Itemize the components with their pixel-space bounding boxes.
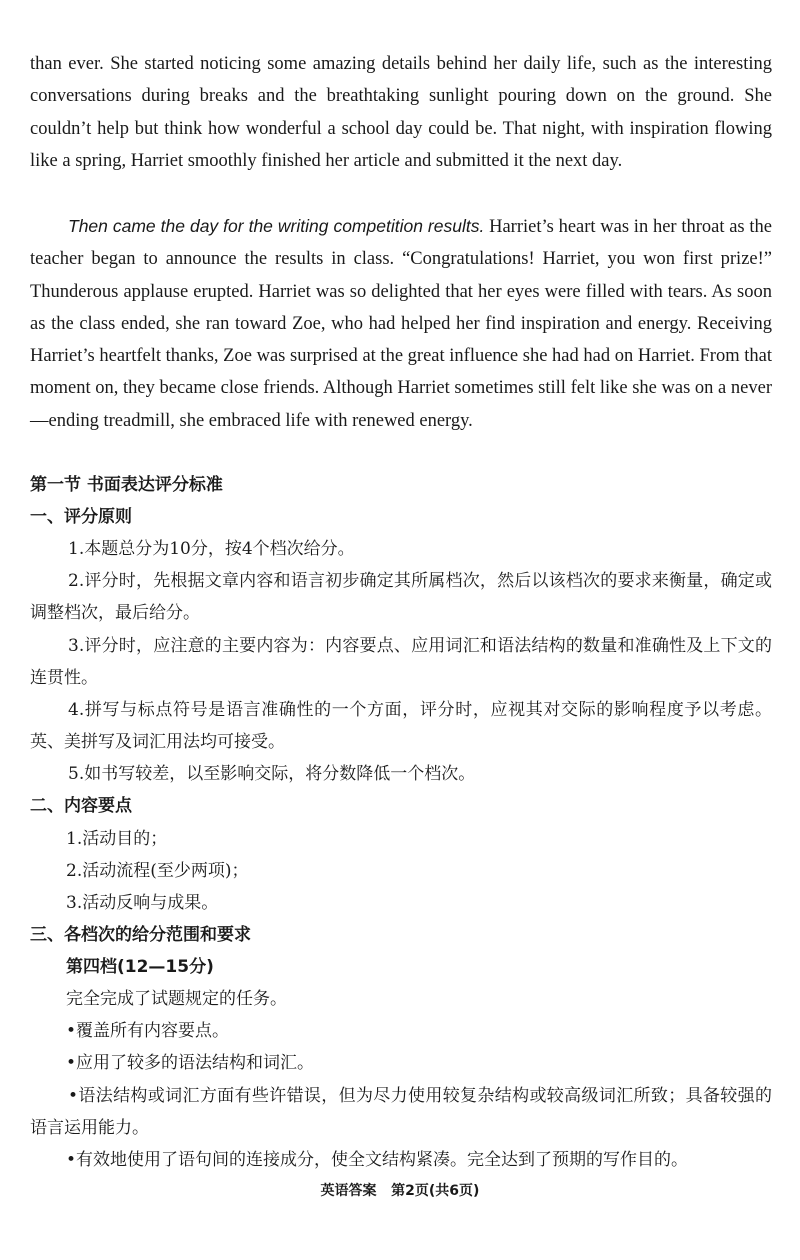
story-paragraph-1: than ever. She started noticing some amazing details behind her daily life, such as the interesting conversations during breaks and the breathtaking sunlight pouring down on the ground. She couldn’t help but think how wonderful a school day could be. That night, with inspiration flowing like a spring, Harriet smoothly finished her article and submitted it the next day. bbox=[30, 54, 772, 171]
principle-item: 1.本题总分为10分，按4个档次给分。 bbox=[68, 539, 355, 559]
content-points-list bbox=[30, 823, 772, 920]
level4-item: •有效地使用了语句间的连接成分，使全文结构紧凑。完全达到了预期的写作目的。 bbox=[66, 1150, 689, 1171]
principle-item: 3.评分时，应注意的主要内容为：内容要点、应用词汇和语法结构的数量和准确性及上下文的连贯性。 bbox=[30, 635, 772, 688]
level4-list bbox=[30, 983, 772, 1176]
content-point-item: 2.活动流程(至少两项)； bbox=[66, 861, 249, 882]
principle-item: 2.评分时，先根据文章内容和语言初步确定其所属档次，然后以该档次的要求来衡量，确定或调整档次，最后给分。 bbox=[30, 571, 772, 624]
level4-item: •应用了较多的语法结构和词汇。 bbox=[66, 1053, 315, 1074]
principles-list bbox=[30, 533, 772, 791]
level4-title: 第四档(12—15分) bbox=[66, 957, 214, 977]
grades-heading: 三、各档次的给分范围和要求 bbox=[30, 925, 251, 945]
level4-item: 完全完成了试题规定的任务。 bbox=[66, 989, 287, 1009]
content-point-item: 3.活动反响与成果。 bbox=[66, 893, 219, 914]
story-paragraph-2-lead: Then came the day for the writing competition results. bbox=[68, 216, 485, 236]
principle-item: 4.拼写与标点符号是语言准确性的一个方面，评分时，应视其对交际的影响程度予以考虑。英、美拼写及词汇用法均可接受。 bbox=[30, 700, 772, 753]
content-point-item: 1.活动目的； bbox=[66, 829, 168, 849]
story-paragraph-2-body: Harriet’s heart was in her throat as the teacher began to announce the results in class. “Congratulations! Harriet, you won first prize!” Thunderous applause erupted. Harriet was so delighted that her eyes were filled with tears. As soon as the class ended, she ran toward Zoe, who had helped her find inspiration and energy. Receiving Harriet’s heartfelt thanks, Zoe was surprised at the great influence she had had on Harriet. From that moment on, they became close friends. Although Harriet sometimes still felt like she was on a never—ending treadmill, she embraced life with renewed energy. bbox=[30, 217, 772, 431]
content-points-heading: 二、内容要点 bbox=[30, 796, 132, 816]
section-title: 第一节 书面表达评分标准 bbox=[30, 475, 223, 495]
page-footer: 英语答案 第2页(共6页) bbox=[320, 1183, 480, 1199]
level4-item: •语法结构或词汇方面有些许错误，但为尽力使用较复杂结构或较高级词汇所致；具备较强的语言运用能力。 bbox=[30, 1085, 772, 1138]
story-paragraph-2 bbox=[30, 210, 772, 437]
level4-item: •覆盖所有内容要点。 bbox=[66, 1021, 230, 1042]
principle-item: 5.如书写较差，以至影响交际，将分数降低一个档次。 bbox=[68, 764, 476, 785]
principles-heading: 一、评分原则 bbox=[30, 507, 132, 527]
